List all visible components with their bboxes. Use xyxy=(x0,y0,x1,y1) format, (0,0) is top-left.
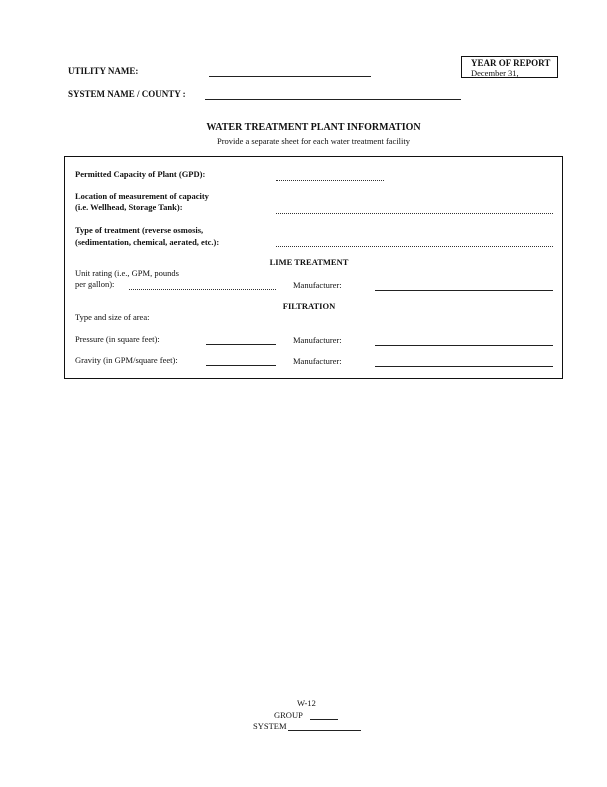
system-field[interactable] xyxy=(288,730,361,731)
location-label-line2: (i.e. Wellhead, Storage Tank): xyxy=(75,202,183,212)
gravity-manufacturer-field[interactable] xyxy=(375,366,553,367)
pressure-manufacturer-field[interactable] xyxy=(375,345,553,346)
year-of-report-box xyxy=(461,56,558,78)
system-label: SYSTEM xyxy=(253,721,287,731)
location-label-line1: Location of measurement of capacity xyxy=(75,191,209,201)
location-field[interactable] xyxy=(276,213,553,214)
utility-name-field[interactable] xyxy=(209,76,371,77)
system-name-field[interactable] xyxy=(205,99,461,100)
year-of-report-date: December 31, xyxy=(471,68,519,78)
unit-rating-line1: Unit rating (i.e., GPM, pounds xyxy=(75,268,179,278)
type-treatment-line1: Type of treatment (reverse osmosis, xyxy=(75,225,204,235)
gravity-field[interactable] xyxy=(206,365,276,366)
gravity-manufacturer-label: Manufacturer: xyxy=(293,356,342,366)
utility-name-label: UTILITY NAME: xyxy=(68,66,139,76)
page-code: W-12 xyxy=(297,698,316,708)
permitted-capacity-field[interactable] xyxy=(276,180,384,181)
unit-rating-field[interactable] xyxy=(129,289,276,290)
type-size-area-label: Type and size of area: xyxy=(75,312,150,322)
pressure-field[interactable] xyxy=(206,344,276,345)
lime-manufacturer-field[interactable] xyxy=(375,290,553,291)
plant-info-box xyxy=(64,156,563,379)
page-subtitle: Provide a separate sheet for each water treatment facility xyxy=(216,136,411,146)
year-of-report-label: YEAR OF REPORT xyxy=(471,58,551,68)
filtration-heading: FILTRATION xyxy=(282,301,336,311)
unit-rating-line2: per gallon): xyxy=(75,279,115,289)
lime-manufacturer-label: Manufacturer: xyxy=(293,280,342,290)
system-name-label: SYSTEM NAME / COUNTY : xyxy=(68,89,186,99)
pressure-manufacturer-label: Manufacturer: xyxy=(293,335,342,345)
permitted-capacity-label: Permitted Capacity of Plant (GPD): xyxy=(75,169,206,179)
page-title: WATER TREATMENT PLANT INFORMATION xyxy=(206,122,421,133)
lime-treatment-heading: LIME TREATMENT xyxy=(269,257,349,267)
type-treatment-field[interactable] xyxy=(276,246,553,247)
gravity-label: Gravity (in GPM/square feet): xyxy=(75,355,178,365)
group-field[interactable] xyxy=(310,719,338,720)
type-treatment-line2: (sedimentation, chemical, aerated, etc.): xyxy=(75,237,220,247)
pressure-label: Pressure (in square feet): xyxy=(75,334,160,344)
group-label: GROUP xyxy=(274,710,303,720)
